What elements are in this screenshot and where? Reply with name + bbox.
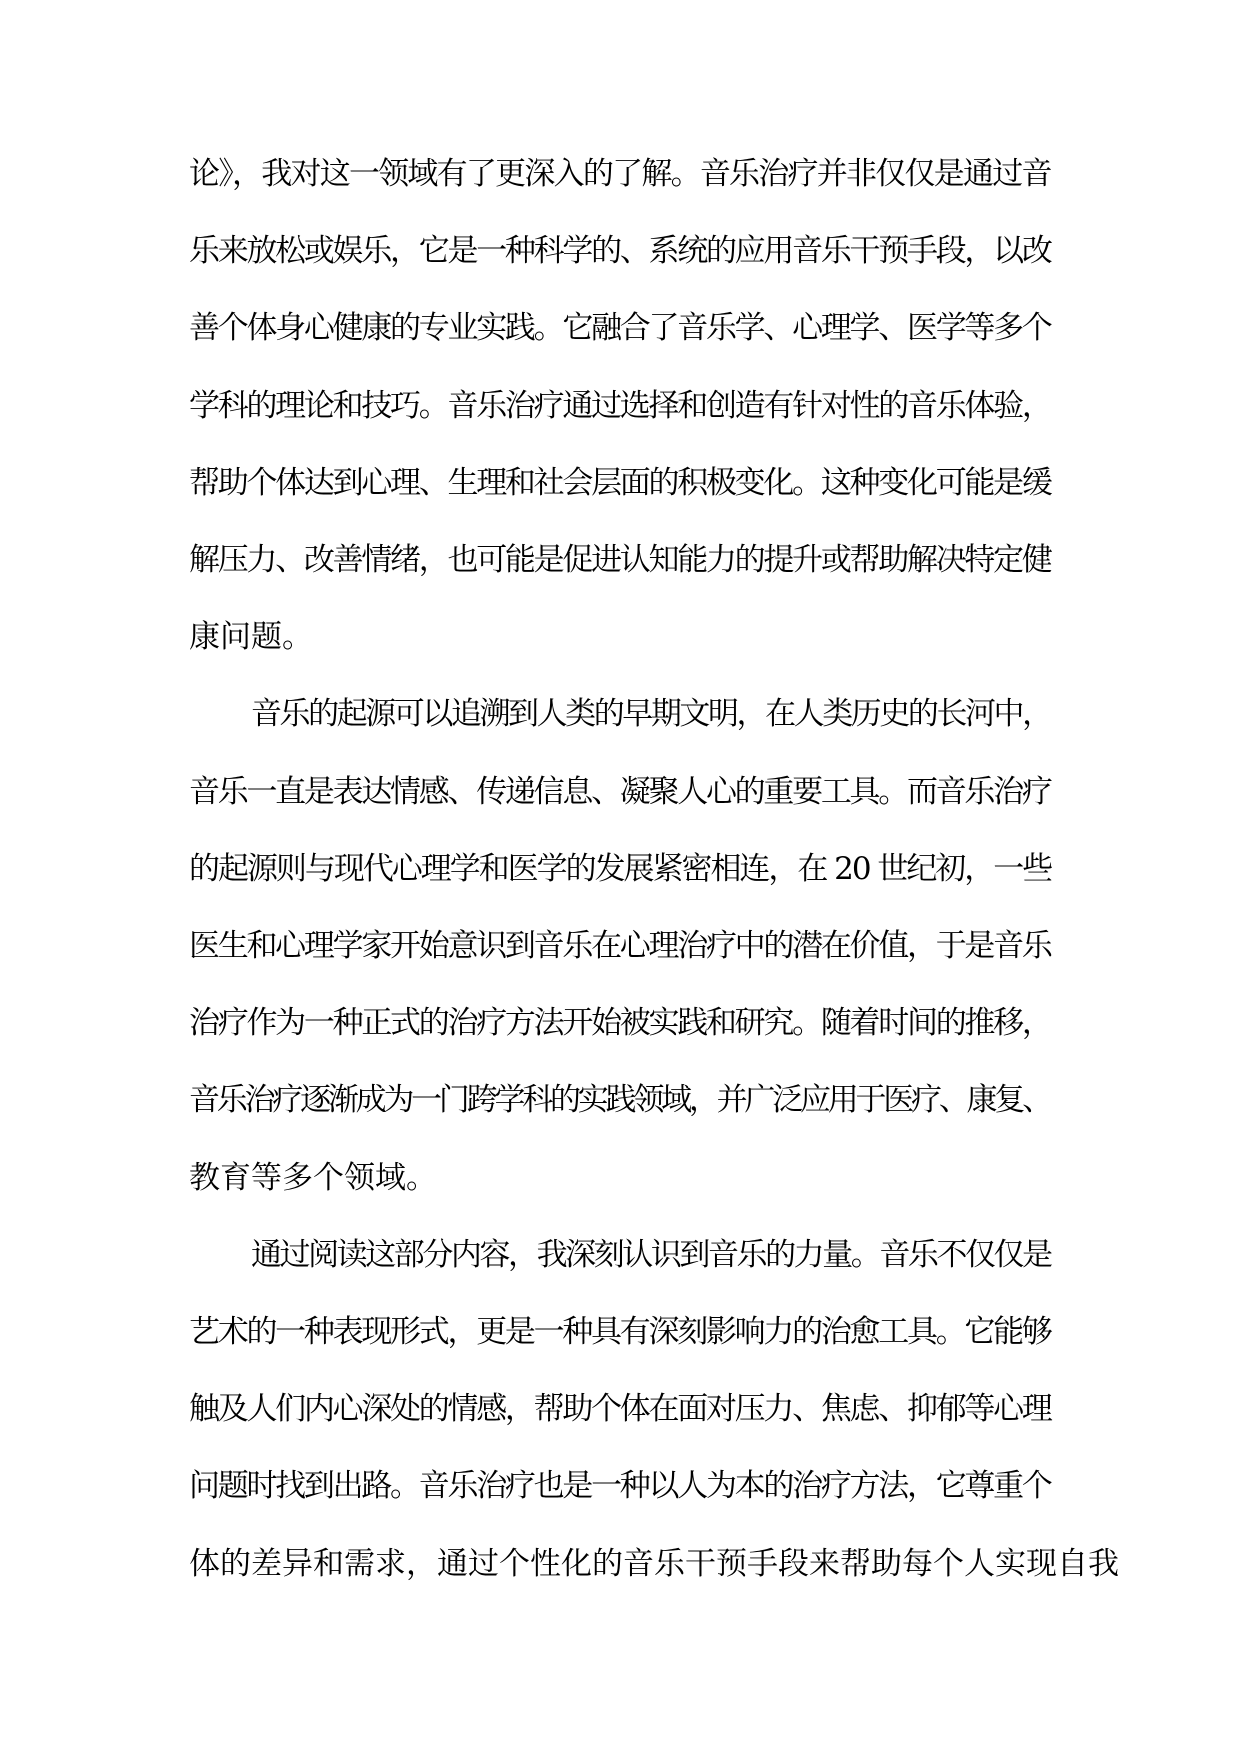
paragraph-3-line-2: 艺术的一种表现形式，更是一种具有深刻影响力的治愈工具。它能够 xyxy=(189,1314,1051,1350)
paragraph-1-line-4: 学科的理论和技巧。音乐治疗通过选择和创造有针对性的音乐体验， xyxy=(189,388,1051,424)
paragraph-2-line-4: 医生和心理学家开始意识到音乐在心理治疗中的潜在价值，于是音乐 xyxy=(189,928,1051,964)
paragraph-2-line-1: 音乐的起源可以追溯到人类的早期文明，在人类历史的长河中， xyxy=(251,696,1051,732)
paragraph-3-line-3: 触及人们内心深处的情感，帮助个体在面对压力、焦虑、抑郁等心理 xyxy=(189,1391,1051,1427)
paragraph-3-line-5: 体的差异和需求，通过个性化的音乐干预手段来帮助每个人实现自我 xyxy=(189,1546,1119,1582)
paragraph-1-line-7: 康问题。 xyxy=(189,619,313,655)
paragraph-1-line-3: 善个体身心健康的专业实践。它融合了音乐学、心理学、医学等多个 xyxy=(189,310,1051,346)
paragraph-2-line-3: 的起源则与现代心理学和医学的发展紧密相连，在 20 世纪初，一些 xyxy=(189,851,1052,887)
paragraph-1-line-1: 论》，我对这一领域有了更深入的了解。音乐治疗并非仅仅是通过音 xyxy=(189,156,1051,192)
paragraph-1-line-2: 乐来放松或娱乐，它是一种科学的、系统的应用音乐干预手段，以改 xyxy=(189,233,1051,269)
paragraph-2-line-6: 音乐治疗逐渐成为一门跨学科的实践领域，并广泛应用于医疗、康复、 xyxy=(189,1082,1050,1118)
paragraph-2-line-7: 教育等多个领域。 xyxy=(189,1160,437,1196)
paragraph-3-line-1: 通过阅读这部分内容，我深刻认识到音乐的力量。音乐不仅仅是 xyxy=(251,1237,1051,1273)
paragraph-3-line-4: 问题时找到出路。音乐治疗也是一种以人为本的治疗方法，它尊重个 xyxy=(189,1468,1051,1504)
paragraph-2-line-5: 治疗作为一种正式的治疗方法开始被实践和研究。随着时间的推移， xyxy=(189,1005,1051,1041)
paragraph-1-line-6: 解压力、改善情绪，也可能是促进认知能力的提升或帮助解决特定健 xyxy=(189,542,1051,578)
paragraph-1-line-5: 帮助个体达到心理、生理和社会层面的积极变化。这种变化可能是缓 xyxy=(189,465,1051,501)
paragraph-2-line-2: 音乐一直是表达情感、传递信息、凝聚人心的重要工具。而音乐治疗 xyxy=(189,774,1051,810)
